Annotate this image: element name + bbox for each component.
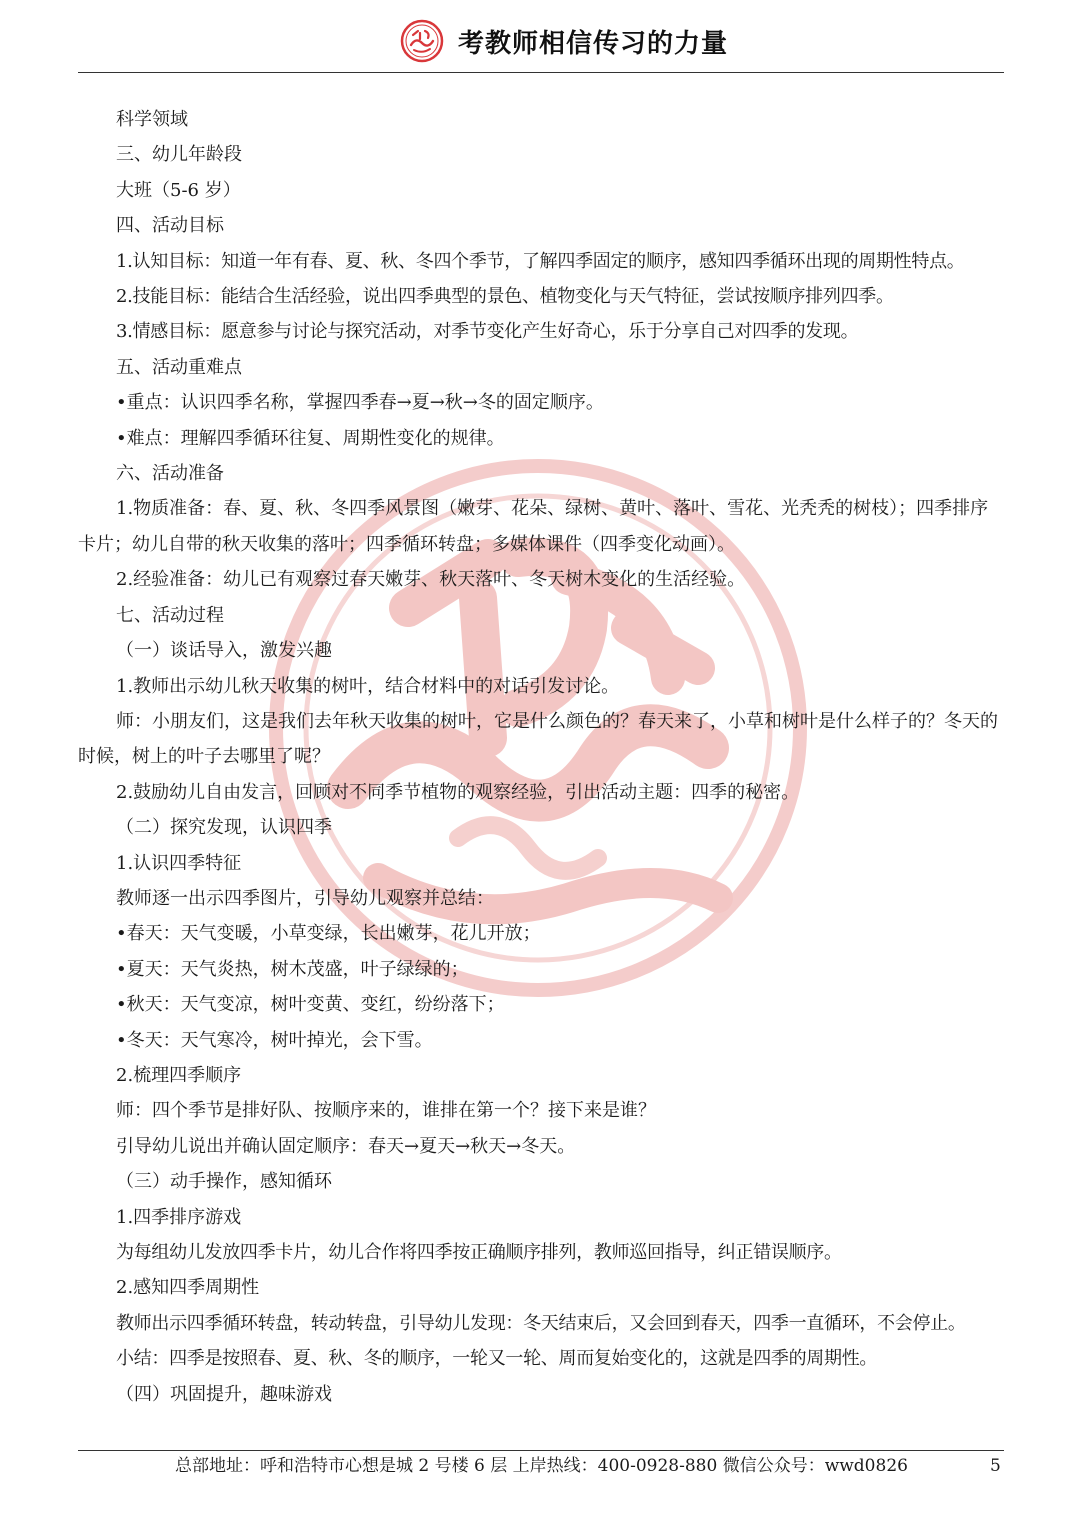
body-line: 科学领域 xyxy=(116,109,188,130)
body-line: 1.认识四季特征 xyxy=(116,852,242,874)
body-line: 师：四个季节是排好队、按顺序来的，谁排在第一个？接下来是谁？ xyxy=(116,1100,656,1122)
body-line: 1.认知目标：知道一年有春、夏、秋、冬四个季节，了解四季固定的顺序，感知四季循环出现的周期性特点。 xyxy=(116,250,965,272)
body-line: 1.四季排序游戏 xyxy=(116,1206,242,1228)
header-title: 考教师相信传习的力量 xyxy=(458,28,729,59)
body-line: •秋天：天气变凉，树叶变黄、变红，纷纷落下； xyxy=(116,994,505,1016)
footer-divider xyxy=(78,1450,1004,1451)
body-line: 教师逐一出示四季图片，引导幼儿观察并总结： xyxy=(116,887,494,909)
body-line: •夏天：天气炎热，树木茂盛，叶子绿绿的； xyxy=(116,958,469,980)
body-line: 六、活动准备 xyxy=(116,463,224,485)
page-number: 5 xyxy=(990,1456,1001,1476)
body-line: （二）探究发现，认识四季 xyxy=(116,817,332,839)
body-line: •难点：理解四季循环往复、周期性变化的规律。 xyxy=(116,427,505,449)
body-line: 五、活动重难点 xyxy=(116,356,242,378)
body-line: 引导幼儿说出并确认固定顺序：春天→夏天→秋天→冬天。 xyxy=(116,1135,576,1157)
body-line: 2.技能目标：能结合生活经验，说出四季典型的景色、植物变化与天气特征，尝试按顺序排列四季。 xyxy=(116,286,894,308)
body-line: 1.教师出示幼儿秋天收集的树叶，结合材料中的对话引发讨论。 xyxy=(116,675,620,697)
header-brand xyxy=(400,18,728,64)
body-line: •冬天：天气寒冷，树叶掉光，会下雪。 xyxy=(116,1029,433,1051)
body-line: （一）谈话导入，激发兴趣 xyxy=(116,640,332,662)
page-header xyxy=(0,0,1080,74)
body-line: •重点：认识四季名称，掌握四季春→夏→秋→冬的固定顺序。 xyxy=(116,392,604,414)
body-line: 小结：四季是按照春、夏、秋、冬的顺序，一轮又一轮、周而复始变化的，这就是四季的周期性。 xyxy=(116,1348,878,1370)
body-line: 教师出示四季循环转盘，转动转盘，引导幼儿发现：冬天结束后，又会回到春天，四季一直循环，不会停止。 xyxy=(116,1312,966,1334)
body-line: 2.鼓励幼儿自由发言，回顾对不同季节植物的观察经验，引出活动主题：四季的秘密。 xyxy=(116,781,800,803)
body-line: （四）巩固提升，趣味游戏 xyxy=(116,1383,332,1405)
body-line: 七、活动过程 xyxy=(116,604,224,626)
body-line: 为每组幼儿发放四季卡片，幼儿合作将四季按正确顺序排列，教师巡回指导，纠正错误顺序。 xyxy=(116,1242,842,1263)
body-line: （三）动手操作，感知循环 xyxy=(116,1171,332,1193)
body-line: 三、幼儿年龄段 xyxy=(116,144,242,166)
footer-contact: 总部地址：呼和浩特市心想是城 2 号楼 6 层 上岸热线：400-0928-880 微信公众号：wwd0826 xyxy=(175,1456,908,1476)
body-line: 大班（5-6 岁） xyxy=(116,179,241,201)
body-line: •春天：天气变暖，小草变绿，长出嫩芽，花儿开放； xyxy=(116,923,541,945)
header-divider xyxy=(78,72,1004,73)
document-body xyxy=(78,102,1004,1412)
body-line: 2.梳理四季顺序 xyxy=(116,1064,242,1086)
body-line: 3.情感目标：愿意参与讨论与探究活动，对季节变化产生好奇心，乐于分享自己对四季的发现。 xyxy=(116,321,859,343)
body-line: 2.感知四季周期性 xyxy=(116,1277,260,1299)
body-line: 师：小朋友们，这是我们去年秋天收集的树叶，它是什么颜色的？春天来了，小草和树叶是什么样子的？冬天的时候，树上的叶子去哪里了呢？ xyxy=(78,710,998,768)
body-line: 2.经验准备：幼儿已有观察过春天嫩芽、秋天落叶、冬天树木变化的生活经验。 xyxy=(116,569,746,591)
brand-logo-icon xyxy=(400,19,444,63)
body-line: 四、活动目标 xyxy=(116,215,224,237)
body-line: 1.物质准备：春、夏、秋、冬四季风景图（嫩芽、花朵、绿树、黄叶、落叶、雪花、光秃秃的树枝）；四季排序卡片；幼儿自带的秋天收集的落叶；四季循环转盘；多媒体课件（四季变化动画）。 xyxy=(78,498,989,555)
